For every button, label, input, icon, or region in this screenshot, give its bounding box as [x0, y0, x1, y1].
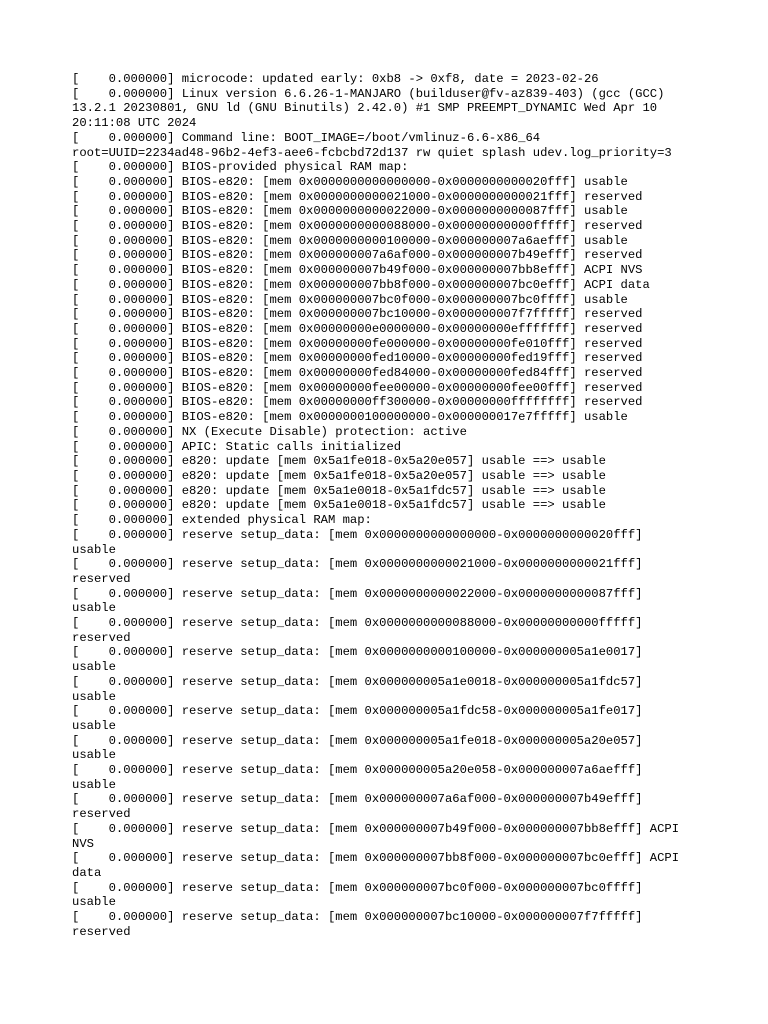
log-line: [ 0.000000] BIOS-e820: [mem 0x0000000000022000-0x0000000000087fff] usable — [72, 204, 628, 219]
log-line: [ 0.000000] e820: update [mem 0x5a1fe018-0x5a20e057] usable ==> usable — [72, 468, 606, 483]
log-line: [ 0.000000] reserve setup_data: [mem 0x0000000000088000-0x00000000000fffff] — [72, 616, 643, 631]
log-line: [ 0.000000] reserve setup_data: [mem 0x0000000000100000-0x000000005a1e0017] — [72, 645, 643, 660]
log-line: root=UUID=2234ad48-96b2-4ef3-aee6-fcbcbd72d137 rw quiet splash udev.log_priority=3 — [72, 145, 672, 160]
log-line: reserved — [72, 924, 131, 939]
log-line: usable — [72, 748, 116, 763]
log-line: [ 0.000000] reserve setup_data: [mem 0x000000007bb8f000-0x000000007bc0efff] ACPI — [72, 851, 680, 866]
log-line: [ 0.000000] BIOS-e820: [mem 0x000000007a6af000-0x000000007b49efff] reserved — [72, 248, 643, 263]
log-line: reserved — [72, 807, 131, 822]
log-line: [ 0.000000] BIOS-e820: [mem 0x000000007bc10000-0x000000007f7fffff] reserved — [72, 307, 643, 322]
log-line: usable — [72, 777, 116, 792]
log-line: usable — [72, 542, 116, 557]
log-line: [ 0.000000] BIOS-e820: [mem 0x0000000000000000-0x0000000000020fff] usable — [72, 174, 628, 189]
log-line: [ 0.000000] reserve setup_data: [mem 0x000000005a1fe018-0x000000005a20e057] — [72, 733, 643, 748]
log-line: usable — [72, 601, 116, 616]
log-line: [ 0.000000] e820: update [mem 0x5a1e0018-0x5a1fdc57] usable ==> usable — [72, 498, 606, 513]
log-line: [ 0.000000] NX (Execute Disable) protection: active — [72, 424, 467, 439]
log-line: [ 0.000000] BIOS-e820: [mem 0x0000000000100000-0x000000007a6aefff] usable — [72, 233, 628, 248]
log-line: [ 0.000000] BIOS-e820: [mem 0x00000000e0000000-0x00000000efffffff] reserved — [72, 321, 643, 336]
log-line: usable — [72, 689, 116, 704]
log-line: data — [72, 865, 102, 880]
log-line: [ 0.000000] reserve setup_data: [mem 0x000000005a1fdc58-0x000000005a1fe017] — [72, 704, 643, 719]
log-line: [ 0.000000] BIOS-e820: [mem 0x0000000000021000-0x0000000000021fff] reserved — [72, 189, 643, 204]
log-line: [ 0.000000] microcode: updated early: 0xb8 -> 0xf8, date = 2023-02-26 — [72, 72, 599, 86]
log-line: [ 0.000000] BIOS-e820: [mem 0x000000007bb8f000-0x000000007bc0efff] ACPI data — [72, 277, 650, 292]
log-line: [ 0.000000] reserve setup_data: [mem 0x000000007b49f000-0x000000007bb8efff] ACPI — [72, 821, 680, 836]
log-line: usable — [72, 895, 116, 910]
log-line: [ 0.000000] extended physical RAM map: — [72, 513, 372, 528]
log-line: [ 0.000000] BIOS-e820: [mem 0x0000000100000000-0x000000017e7fffff] usable — [72, 410, 628, 425]
log-line: [ 0.000000] reserve setup_data: [mem 0x000000005a1e0018-0x000000005a1fdc57] — [72, 674, 643, 689]
log-line: [ 0.000000] e820: update [mem 0x5a1e0018-0x5a1fdc57] usable ==> usable — [72, 483, 606, 498]
log-line: [ 0.000000] BIOS-e820: [mem 0x00000000fee00000-0x00000000fee00fff] reserved — [72, 380, 643, 395]
log-line: [ 0.000000] BIOS-e820: [mem 0x00000000fed10000-0x00000000fed19fff] reserved — [72, 351, 643, 366]
log-line: [ 0.000000] APIC: Static calls initialized — [72, 439, 402, 454]
log-line: [ 0.000000] e820: update [mem 0x5a1fe018-0x5a20e057] usable ==> usable — [72, 454, 606, 469]
log-line: [ 0.000000] BIOS-e820: [mem 0x00000000fed84000-0x00000000fed84fff] reserved — [72, 366, 643, 381]
log-line: [ 0.000000] BIOS-e820: [mem 0x0000000000088000-0x00000000000fffff] reserved — [72, 219, 643, 234]
log-line: reserved — [72, 630, 131, 645]
log-line: [ 0.000000] reserve setup_data: [mem 0x000000007a6af000-0x000000007b49efff] — [72, 792, 643, 807]
log-line: usable — [72, 660, 116, 675]
log-line: [ 0.000000] reserve setup_data: [mem 0x0000000000022000-0x0000000000087fff] — [72, 586, 643, 601]
log-line: 20:11:08 UTC 2024 — [72, 116, 197, 131]
log-line: NVS — [72, 836, 94, 851]
log-line: [ 0.000000] BIOS-e820: [mem 0x000000007b49f000-0x000000007bb8efff] ACPI NVS — [72, 263, 643, 278]
log-line: [ 0.000000] reserve setup_data: [mem 0x000000005a20e058-0x000000007a6aefff] — [72, 763, 643, 778]
log-line: [ 0.000000] reserve setup_data: [mem 0x0000000000000000-0x0000000000020fff] — [72, 527, 643, 542]
log-line: [ 0.000000] Linux version 6.6.26-1-MANJARO (builduser@fv-az839-403) (gcc (GCC) — [72, 86, 665, 101]
log-line: 13.2.1 20230801, GNU ld (GNU Binutils) 2.42.0) #1 SMP PREEMPT_DYNAMIC Wed Apr 10 — [72, 101, 658, 116]
log-line: [ 0.000000] Command line: BOOT_IMAGE=/boot/vmlinuz-6.6-x86_64 — [72, 130, 541, 145]
log-line: [ 0.000000] reserve setup_data: [mem 0x000000007bc10000-0x000000007f7fffff] — [72, 910, 643, 925]
log-line: [ 0.000000] BIOS-provided physical RAM map: — [72, 160, 409, 175]
log-line: reserved — [72, 571, 131, 586]
log-line: [ 0.000000] BIOS-e820: [mem 0x000000007bc0f000-0x000000007bc0ffff] usable — [72, 292, 628, 307]
log-line: [ 0.000000] reserve setup_data: [mem 0x0000000000021000-0x0000000000021fff] — [72, 557, 643, 572]
log-line: [ 0.000000] BIOS-e820: [mem 0x00000000ff300000-0x00000000ffffffff] reserved — [72, 395, 643, 410]
log-line: usable — [72, 718, 116, 733]
log-line: [ 0.000000] reserve setup_data: [mem 0x000000007bc0f000-0x000000007bc0ffff] — [72, 880, 643, 895]
kernel-log — [72, 72, 702, 939]
log-line: [ 0.000000] BIOS-e820: [mem 0x00000000fe000000-0x00000000fe010fff] reserved — [72, 336, 643, 351]
